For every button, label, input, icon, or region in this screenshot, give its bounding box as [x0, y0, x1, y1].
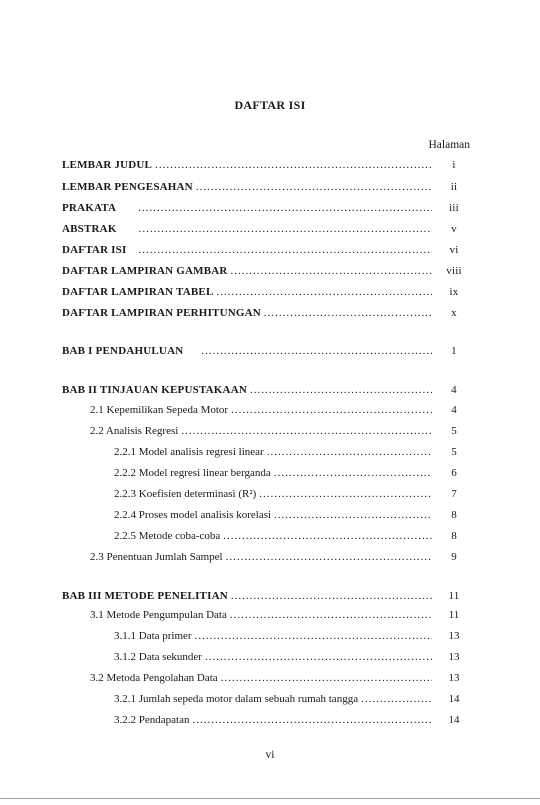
dot-leader: [196, 179, 432, 195]
toc-chapter-bab-1: [62, 343, 473, 359]
toc-entry-page: iii: [449, 202, 459, 214]
toc-section-2-1: [90, 402, 473, 418]
toc-entry-label: DAFTAR ISI: [62, 244, 127, 256]
toc-chapter-label: BAB I PENDAHULUAN: [62, 345, 184, 357]
dot-leader: [230, 607, 432, 623]
toc-subsection-page: 8: [451, 530, 457, 542]
toc-entry-label: PRAKATA: [62, 202, 117, 214]
toc-entry-daftar-lampiran-tabel: [62, 284, 473, 300]
toc-subsection-label: 3.2.2 Pendapatan: [114, 714, 190, 726]
toc-subsection-2-2-5: [114, 528, 473, 544]
toc-entry-lembar-pengesahan: [62, 179, 473, 195]
toc-subsection-2-2-4: [114, 507, 473, 523]
toc-entry-label: DAFTAR LAMPIRAN GAMBAR: [62, 265, 228, 277]
toc-chapter-page: 1: [451, 345, 457, 357]
toc-subsection-label: 2.2.2 Model regresi linear berganda: [114, 467, 271, 479]
toc-entry-abstrak: [62, 221, 473, 237]
toc-subsection-label: 2.2.4 Proses model analisis korelasi: [114, 509, 272, 521]
toc-subsection-label: 3.1.2 Data sekunder: [114, 651, 202, 663]
toc-entry-daftar-lampiran-perhitungan: [62, 305, 473, 321]
page-title: DAFTAR ISI: [234, 98, 306, 112]
dot-leader: [231, 263, 432, 279]
dot-leader: [226, 549, 432, 565]
dot-leader: [138, 242, 432, 258]
dot-leader: [267, 444, 432, 460]
dot-leader: [138, 200, 432, 216]
dot-leader: [205, 649, 432, 665]
toc-entry-page: i: [452, 159, 456, 171]
toc-subsection-label: 3.2.1 Jumlah sepeda motor dalam sebuah rumah tangga: [114, 693, 359, 705]
toc-entry-label: DAFTAR LAMPIRAN TABEL: [62, 286, 214, 298]
toc-subsection-page: 6: [451, 467, 457, 479]
toc-section-page: 13: [448, 672, 460, 684]
toc-section-label: 2.2 Analisis Regresi: [90, 425, 179, 437]
toc-subsection-label: 2.2.5 Metode coba-coba: [114, 530, 221, 542]
toc-chapter-bab-3: [62, 588, 473, 604]
toc-subsection-page: 5: [451, 446, 457, 458]
dot-leader: [195, 628, 432, 644]
toc-section-page: 11: [448, 609, 460, 621]
toc-entry-lembar-judul: [62, 157, 473, 173]
toc-subsection-label: 2.2.1 Model analisis regresi linear: [114, 446, 264, 458]
toc-section-page: 4: [451, 404, 457, 416]
dot-leader: [250, 382, 432, 398]
dot-leader: [231, 588, 432, 604]
toc-chapter-page: 4: [451, 384, 457, 396]
dot-leader: [192, 712, 432, 728]
toc-subsection-3-1-2: [114, 649, 473, 665]
toc-section-3-1: [90, 607, 473, 623]
toc-subsection-label: 3.1.1 Data primer: [114, 630, 192, 642]
toc-entry-page: ii: [450, 181, 458, 193]
toc-subsection-page: 14: [448, 693, 460, 705]
toc-entry-prakata: [62, 200, 473, 216]
toc-subsection-2-2-2: [114, 465, 473, 481]
toc-subsection-page: 8: [451, 509, 457, 521]
toc-subsection-3-1-1: [114, 628, 473, 644]
toc-section-page: 5: [451, 425, 457, 437]
toc-entry-label: ABSTRAK: [62, 223, 117, 235]
toc-subsection-3-2-2: [114, 712, 473, 728]
toc-subsection-2-2-3: [114, 486, 473, 502]
toc-chapter-label: BAB III METODE PENELITIAN: [62, 590, 228, 602]
dot-leader: [217, 284, 433, 300]
toc-section-label: 3.1 Metode Pengumpulan Data: [90, 609, 227, 621]
page-column-header: Halaman: [428, 139, 470, 151]
toc-entry-label: LEMBAR PENGESAHAN: [62, 181, 193, 193]
dot-leader: [231, 402, 432, 418]
dot-leader: [155, 157, 432, 173]
toc-chapter-bab-2: [62, 382, 473, 398]
toc-entry-label: LEMBAR JUDUL: [62, 159, 153, 171]
dot-leader: [274, 465, 432, 481]
dot-leader: [259, 486, 432, 502]
toc-entry-label: DAFTAR LAMPIRAN PERHITUNGAN: [62, 307, 261, 319]
toc-section-2-3: [90, 549, 473, 565]
toc-entry-page: ix: [449, 286, 459, 298]
toc-subsection-label: 2.2.3 Koefisien determinasi (R²): [114, 488, 257, 500]
dot-leader: [221, 670, 432, 686]
dot-leader: [274, 507, 432, 523]
footer-page-number: vi: [265, 749, 275, 761]
toc-entry-page: x: [451, 307, 457, 319]
dot-leader: [139, 221, 432, 237]
toc-subsection-page: 13: [448, 651, 460, 663]
toc-entry-page: viii: [446, 265, 462, 277]
toc-chapter-label: BAB II TINJAUAN KEPUSTAKAAN: [62, 384, 247, 396]
toc-subsection-3-2-1: [114, 691, 473, 707]
dot-leader: [361, 691, 432, 707]
toc-section-label: 2.1 Kepemilikan Sepeda Motor: [90, 404, 229, 416]
toc-subsection-page: 7: [451, 488, 457, 500]
scan-edge-line: [0, 798, 540, 799]
toc-subsection-page: 14: [448, 714, 460, 726]
dot-leader: [201, 343, 432, 359]
toc-subsection-2-2-1: [114, 444, 473, 460]
toc-section-label: 3.2 Metoda Pengolahan Data: [90, 672, 218, 684]
toc-section-2-2: [90, 423, 473, 439]
toc-section-label: 2.3 Penentuan Jumlah Sampel: [90, 551, 223, 563]
toc-entry-page: v: [451, 223, 457, 235]
toc-section-3-2: [90, 670, 473, 686]
dot-leader: [181, 423, 432, 439]
dot-leader: [264, 305, 432, 321]
toc-subsection-page: 13: [448, 630, 460, 642]
toc-entry-daftar-lampiran-gambar: [62, 263, 473, 279]
toc-section-page: 9: [451, 551, 457, 563]
toc-chapter-page: 11: [448, 590, 460, 602]
dot-leader: [223, 528, 432, 544]
toc-entry-page: vi: [449, 244, 459, 256]
toc-entry-daftar-isi: [62, 242, 473, 258]
